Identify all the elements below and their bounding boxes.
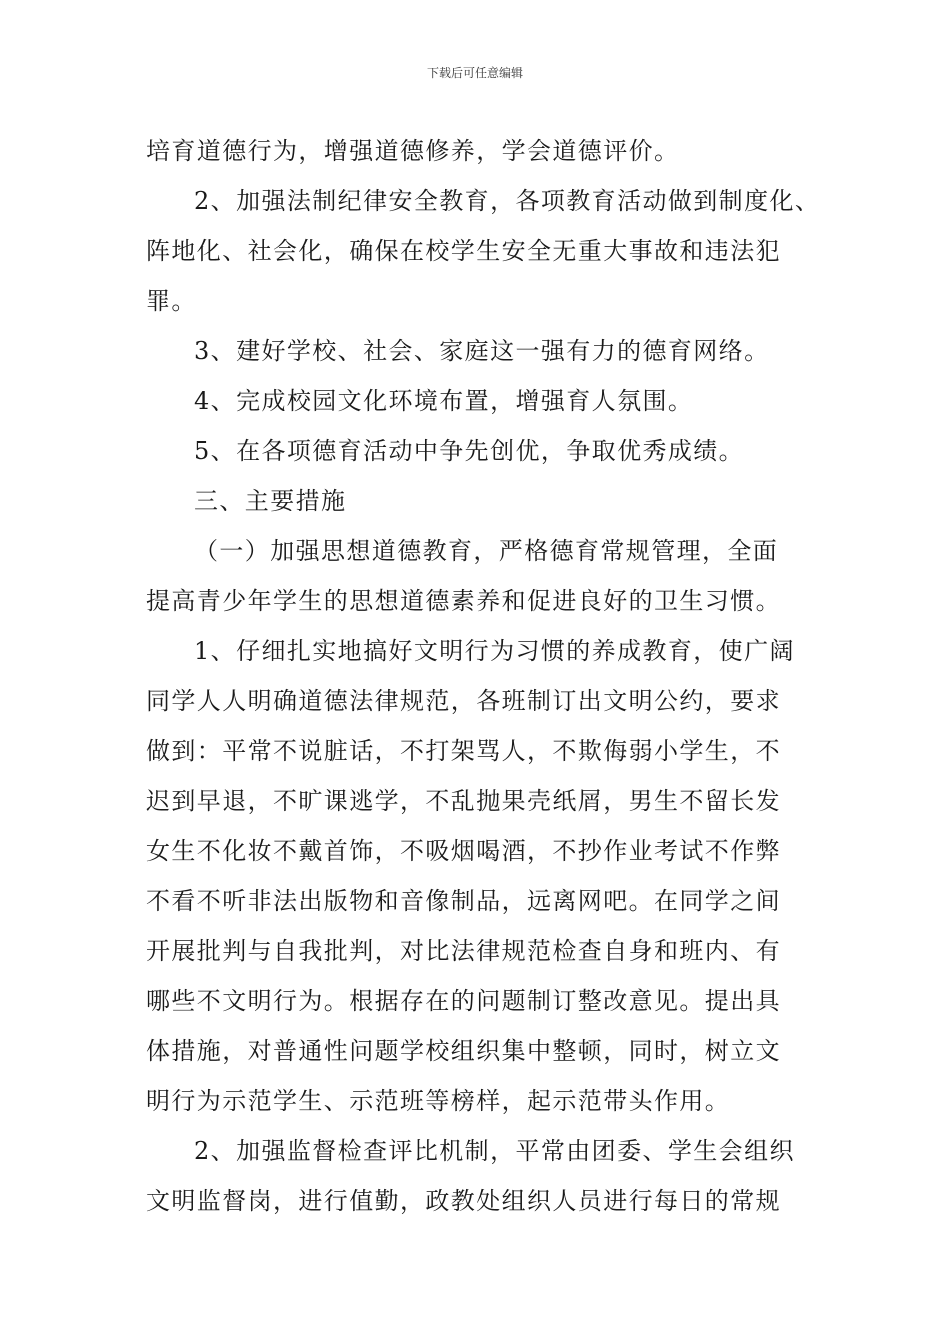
section-heading: 三、主要措施 [194,487,347,515]
text-line: 做到：平常不说脏话，不打架骂人，不欺侮弱小学生，不 [146,737,781,765]
text-line: 培育道德行为，增强道德修养，学会道德评价。 [146,137,680,165]
subsection-heading: （一）加强思想道德教育，严格德育常规管理，全面 [194,537,779,565]
text-line: 4、完成校园文化环境布置，增强育人氛围。 [194,387,694,415]
text-line: 1、仔细扎实地搞好文明行为习惯的养成教育，使广阔 [194,637,795,665]
text-line: 体措施，对普通性问题学校组织集中整顿，同时，树立文 [146,1037,781,1065]
text-line: 2、加强监督检查评比机制，平常由团委、学生会组织 [194,1137,795,1165]
text-line: 2、加强法制纪律安全教育，各项教育活动做到制度化、 [194,187,821,215]
text-line: 不看不听非法出版物和音像制品，远离网吧。在同学之间 [146,887,781,915]
text-line: 5、在各项德育活动中争先创优，争取优秀成绩。 [194,437,745,465]
text-line: 哪些不文明行为。根据存在的问题制订整改意见。提出具 [146,987,781,1015]
text-line: 开展批判与自我批判，对比法律规范检查自身和班内、有 [146,937,781,965]
text-line: 罪。 [146,287,197,315]
text-line: 迟到早退，不旷课逃学，不乱抛果壳纸屑，男生不留长发 [146,787,781,815]
text-line: 女生不化妆不戴首饰，不吸烟喝酒，不抄作业考试不作弊 [146,837,781,865]
text-line: 明行为示范学生、示范班等榜样，起示范带头作用。 [146,1087,731,1115]
text-line: 阵地化、社会化，确保在校学生安全无重大事故和违法犯 [146,237,781,265]
text-line: 3、建好学校、社会、家庭这一强有力的德育网络。 [194,337,770,365]
page-header: 下载后可任意编辑 [426,66,523,80]
text-line: 文明监督岗，进行值勤，政教处组织人员进行每日的常规 [146,1187,781,1215]
text-line: 提高青少年学生的思想道德素养和促进良好的卫生习惯。 [146,587,781,615]
text-line: 同学人人明确道德法律规范，各班制订出文明公约，要求 [146,687,781,715]
